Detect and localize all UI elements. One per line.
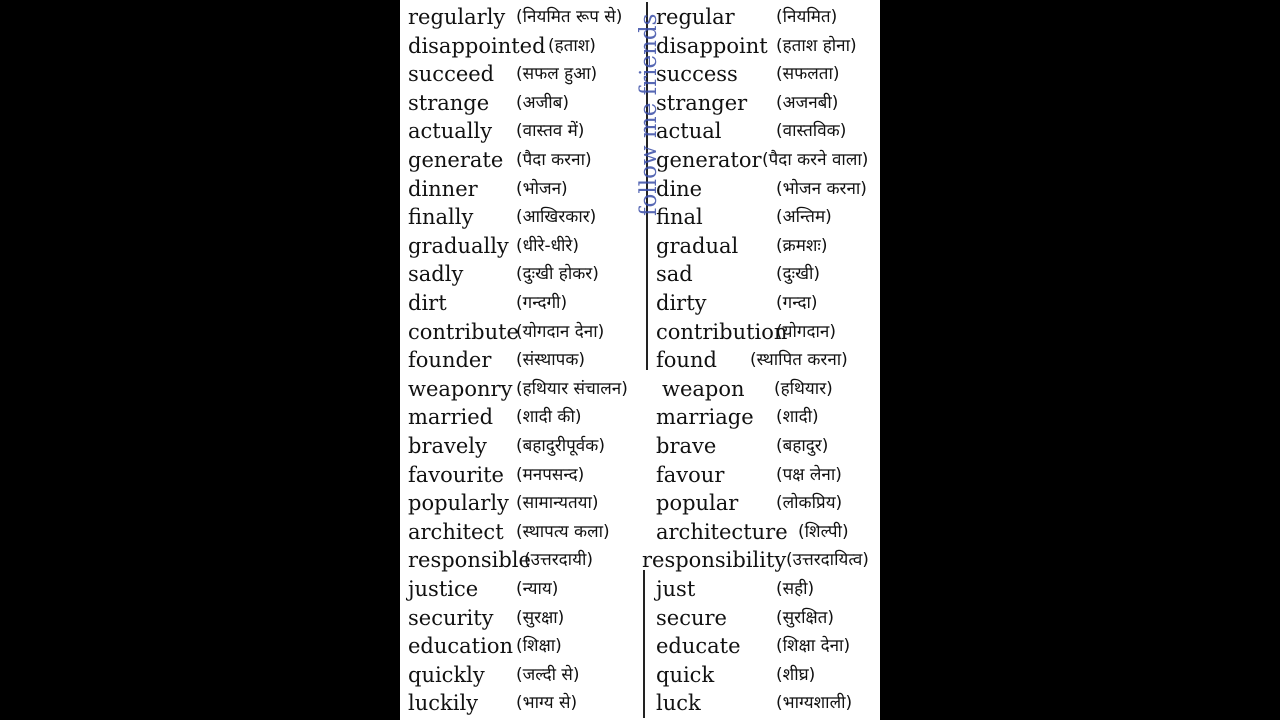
right-meaning: (पक्ष लेना) xyxy=(776,464,842,485)
right-meaning: (शादी) xyxy=(776,407,819,428)
word-row xyxy=(400,546,880,575)
right-word: architecture xyxy=(656,519,788,544)
right-meaning: (भोजन करना) xyxy=(776,178,867,199)
left-meaning: (उत्तरदायी) xyxy=(524,550,593,571)
right-meaning: (बहादुर) xyxy=(776,436,829,456)
left-word: gradually xyxy=(408,233,509,258)
right-word: found xyxy=(656,348,717,373)
left-meaning: (सामान्यतया) xyxy=(516,493,599,514)
right-meaning: (हथियार) xyxy=(774,378,833,399)
right-meaning: (गन्दा) xyxy=(776,293,818,313)
word-row xyxy=(400,604,880,633)
left-word: sadly xyxy=(408,262,464,287)
left-meaning: (भोजन) xyxy=(516,178,568,199)
right-meaning: (शीघ्र) xyxy=(776,664,816,685)
left-word: popularly xyxy=(408,491,509,516)
word-row xyxy=(400,403,880,432)
right-meaning: (वास्तविक) xyxy=(776,121,847,142)
word-row xyxy=(400,318,880,347)
left-word: weaponry xyxy=(408,376,513,401)
right-word: actual xyxy=(656,119,722,144)
right-meaning: (शिक्षा देना) xyxy=(776,636,851,657)
left-word: disappointed xyxy=(408,33,546,58)
right-meaning: (स्थापित करना) xyxy=(750,350,848,371)
right-word: luck xyxy=(656,691,701,716)
right-meaning: (उत्तरदायित्व) xyxy=(786,550,869,571)
left-word: generate xyxy=(408,148,504,172)
right-meaning: (हताश होना) xyxy=(776,35,857,56)
right-word: educate xyxy=(656,634,741,659)
left-word: succeed xyxy=(408,62,495,87)
right-meaning: (नियमित) xyxy=(776,7,838,27)
right-meaning: (पैदा करने वाला) xyxy=(762,150,869,170)
word-row xyxy=(400,661,880,690)
left-meaning: (संस्थापक) xyxy=(516,350,586,371)
left-word: founder xyxy=(408,348,492,373)
right-meaning: (शिल्पी) xyxy=(798,521,849,542)
right-meaning: (लोकप्रिय) xyxy=(776,493,843,514)
left-word: architect xyxy=(408,519,504,544)
left-meaning: (बहादुरीपूर्वक) xyxy=(516,436,605,456)
word-row xyxy=(400,689,880,718)
left-word: responsible xyxy=(408,548,531,573)
left-meaning: (हताश) xyxy=(548,35,596,56)
left-meaning: (दुःखी होकर) xyxy=(516,264,599,285)
left-meaning: (गन्दगी) xyxy=(516,293,568,313)
word-row xyxy=(400,632,880,661)
left-meaning: (पैदा करना) xyxy=(516,150,592,170)
right-meaning: (योगदान) xyxy=(776,321,836,342)
left-meaning: (स्थापत्य कला) xyxy=(516,521,610,542)
left-word: finally xyxy=(408,205,474,230)
word-row xyxy=(400,375,880,404)
right-word: marriage xyxy=(656,405,754,430)
word-row xyxy=(400,575,880,604)
right-word: regular xyxy=(656,5,735,29)
word-row xyxy=(400,461,880,490)
left-word: dinner xyxy=(408,176,478,201)
right-meaning: (अन्तिम) xyxy=(776,207,832,228)
left-word: favourite xyxy=(408,462,504,487)
left-word: quickly xyxy=(408,662,485,687)
right-meaning: (भाग्यशाली) xyxy=(776,693,853,714)
right-meaning: (क्रमशः) xyxy=(776,235,828,256)
left-meaning: (हथियार संचालन) xyxy=(516,378,628,399)
left-meaning: (जल्दी से) xyxy=(516,664,580,685)
left-meaning: (योगदान देना) xyxy=(516,321,605,342)
left-meaning: (शादी की) xyxy=(516,407,582,428)
right-word: responsibility xyxy=(642,548,787,573)
left-meaning: (वास्तव में) xyxy=(516,121,585,142)
right-meaning: (सुरक्षित) xyxy=(776,607,834,628)
right-word: brave xyxy=(656,434,717,458)
left-word: strange xyxy=(408,90,490,115)
left-meaning: (न्याय) xyxy=(516,579,559,599)
left-word: married xyxy=(408,405,494,430)
left-word: luckily xyxy=(408,691,479,716)
right-word: gradual xyxy=(656,233,739,258)
left-word: security xyxy=(408,605,494,630)
right-word: generator xyxy=(656,148,762,172)
left-meaning: (नियमित रूप से) xyxy=(516,7,623,27)
right-word: favour xyxy=(656,462,725,487)
right-word: sad xyxy=(656,262,693,287)
left-word: education xyxy=(408,634,513,659)
left-meaning: (भाग्य से) xyxy=(516,693,578,714)
vocabulary-page xyxy=(400,0,880,720)
left-word: contribute xyxy=(408,319,519,344)
word-row xyxy=(400,432,880,461)
right-meaning: (सही) xyxy=(776,579,815,599)
left-meaning: (शिक्षा) xyxy=(516,636,562,657)
right-word: secure xyxy=(656,605,727,630)
right-word: stranger xyxy=(656,90,748,115)
right-word: contribution xyxy=(656,319,788,344)
right-word: disappoint xyxy=(656,33,768,58)
word-row xyxy=(400,518,880,547)
left-word: justice xyxy=(408,577,479,601)
left-meaning: (आखिरकार) xyxy=(516,207,597,228)
left-word: bravely xyxy=(408,434,487,458)
left-meaning: (धीरे-धीरे) xyxy=(516,235,580,256)
word-row xyxy=(400,232,880,261)
word-row xyxy=(400,289,880,318)
watermark-text: follow me friends xyxy=(636,13,662,216)
word-row xyxy=(400,489,880,518)
right-meaning: (दुःखी) xyxy=(776,264,821,285)
right-meaning: (अजनबी) xyxy=(776,92,839,113)
right-word: quick xyxy=(656,662,715,687)
left-meaning: (अजीब) xyxy=(516,92,569,113)
left-meaning: (सफल हुआ) xyxy=(516,64,598,85)
word-row xyxy=(400,346,880,375)
right-word: popular xyxy=(656,491,739,516)
left-word: actually xyxy=(408,119,493,144)
word-row xyxy=(400,260,880,289)
right-word: success xyxy=(656,62,738,87)
right-meaning: (सफलता) xyxy=(776,64,840,85)
left-meaning: (मनपसन्द) xyxy=(516,464,585,485)
right-word: final xyxy=(656,205,703,230)
right-word: dine xyxy=(656,176,703,201)
left-word: regularly xyxy=(408,5,506,29)
left-meaning: (सुरक्षा) xyxy=(516,607,565,628)
left-word: dirt xyxy=(408,291,447,315)
right-word: weapon xyxy=(662,376,745,401)
right-word: dirty xyxy=(656,291,707,315)
right-word: just xyxy=(656,577,696,601)
